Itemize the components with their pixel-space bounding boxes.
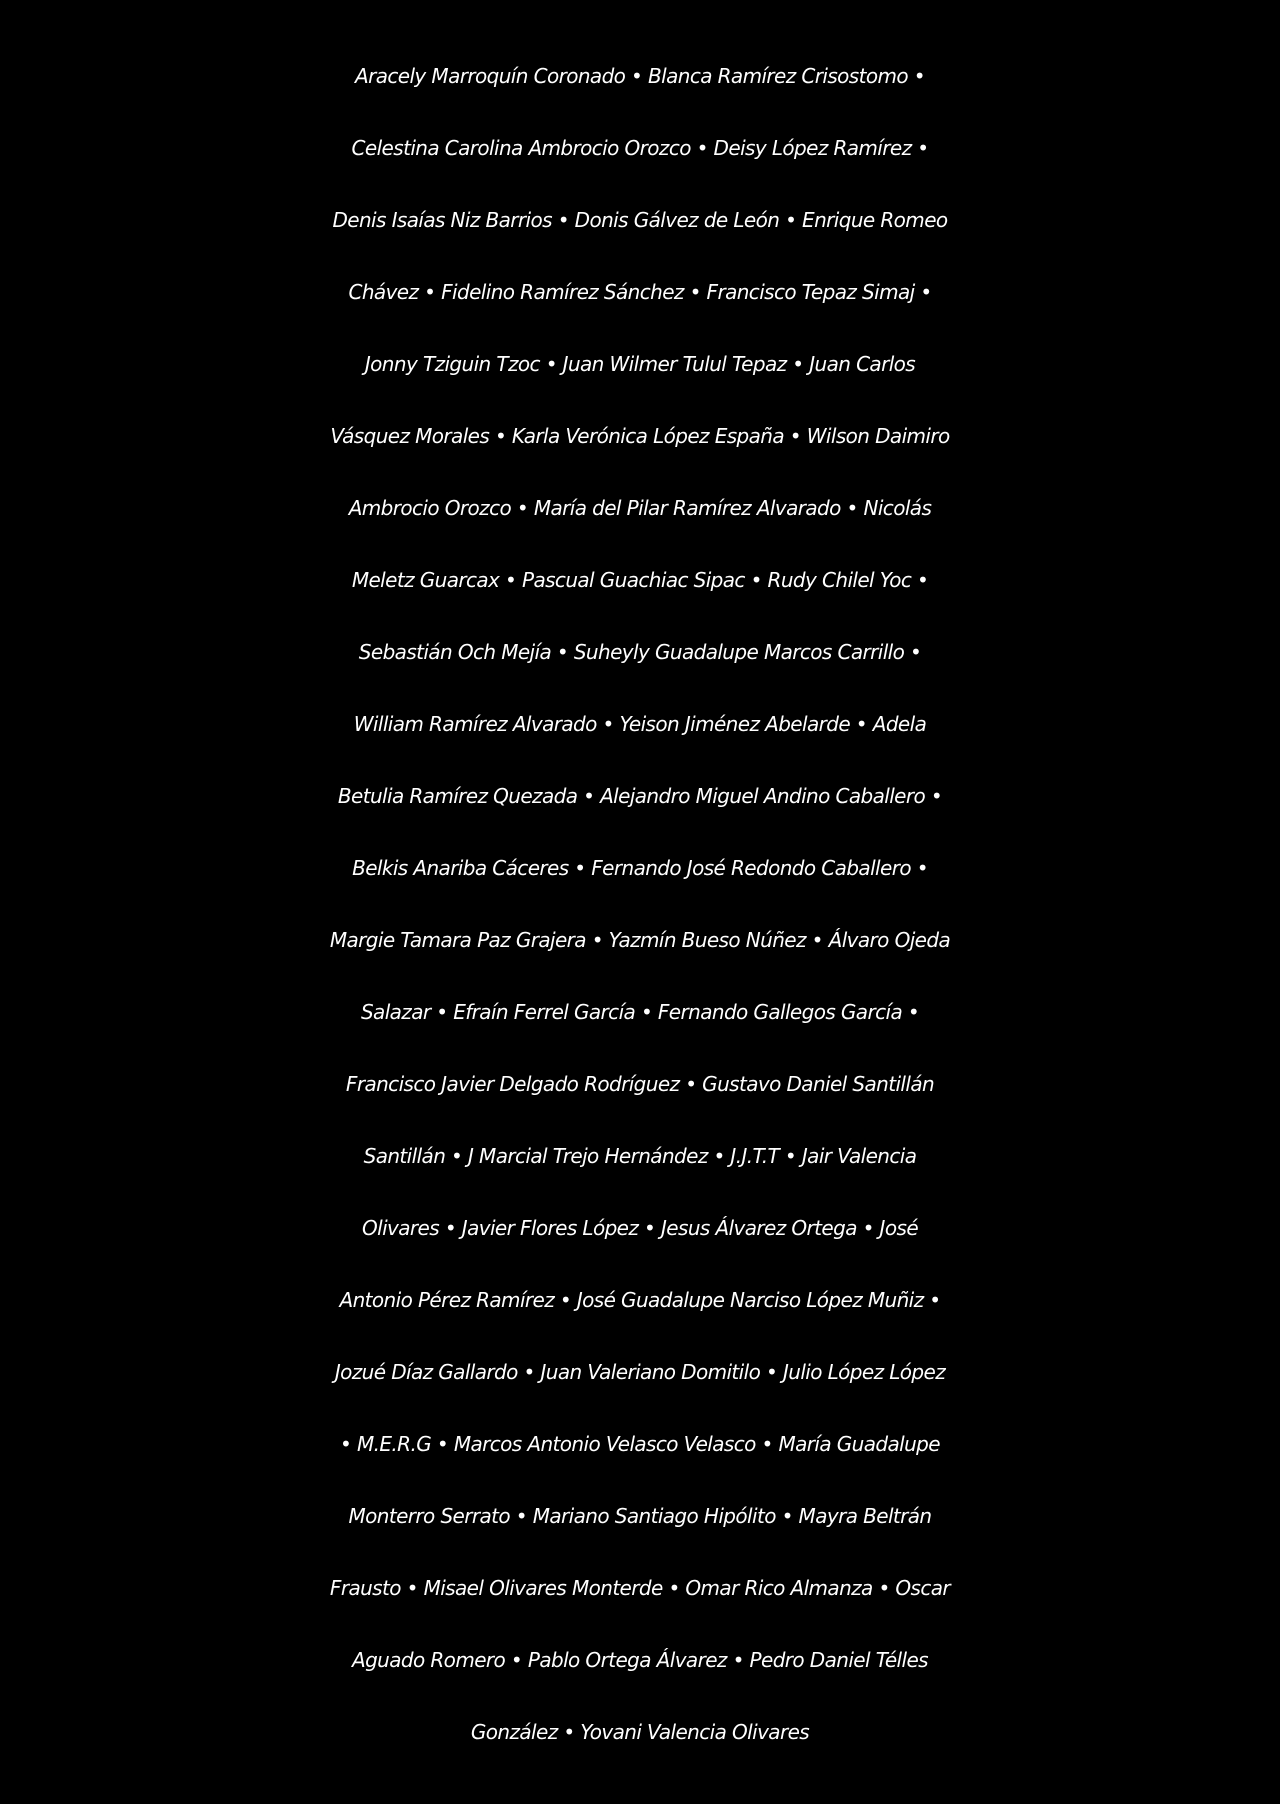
names-line: Margie Tamara Paz Grajera • Yazmín Bueso Núñez • Álvaro Ojeda bbox=[329, 928, 951, 952]
names-line: Sebastián Och Mejía • Suheyly Guadalupe Marcos Carrillo • bbox=[358, 640, 922, 664]
names-line: González • Yovani Valencia Olivares bbox=[470, 1720, 810, 1744]
names-line: Denis Isaías Niz Barrios • Donis Gálvez de León • Enrique Romeo bbox=[332, 208, 948, 232]
names-line: Salazar • Efraín Ferrel García • Fernando Gallegos García • bbox=[360, 1000, 920, 1024]
names-line: Betulia Ramírez Quezada • Alejandro Miguel Andino Caballero • bbox=[337, 784, 943, 808]
names-line: Santillán • J Marcial Trejo Hernández • J.J.T.T • Jair Valencia bbox=[363, 1144, 917, 1168]
names-line: Jonny Tziguin Tzoc • Juan Wilmer Tulul Tepaz • Juan Carlos bbox=[364, 352, 916, 376]
names-line: Francisco Javier Delgado Rodríguez • Gustavo Daniel Santillán bbox=[345, 1072, 935, 1096]
names-line: Belkis Anariba Cáceres • Fernando José Redondo Caballero • bbox=[352, 856, 928, 880]
names-line: Olivares • Javier Flores López • Jesus Álvarez Ortega • José bbox=[361, 1216, 919, 1240]
names-line: Vásquez Morales • Karla Verónica López España • Wilson Daimiro bbox=[330, 424, 950, 448]
names-line: Aguado Romero • Pablo Ortega Álvarez • Pedro Daniel Télles bbox=[351, 1648, 928, 1672]
names-line: Monterro Serrato • Mariano Santiago Hipólito • Mayra Beltrán bbox=[348, 1504, 932, 1528]
names-list bbox=[0, 40, 1280, 1768]
names-line: William Ramírez Alvarado • Yeison Jiménez Abelarde • Adela bbox=[353, 712, 927, 736]
names-line: Jozué Díaz Gallardo • Juan Valeriano Domitilo • Julio López López bbox=[334, 1360, 946, 1384]
names-line: Aracely Marroquín Coronado • Blanca Ramírez Crisostomo • bbox=[355, 64, 925, 88]
names-line: • M.E.R.G • Marcos Antonio Velasco Velasco • María Guadalupe bbox=[340, 1432, 940, 1456]
names-line: Frausto • Misael Olivares Monterde • Omar Rico Almanza • Oscar bbox=[329, 1576, 951, 1600]
names-line: Meletz Guarcax • Pascual Guachiac Sipac • Rudy Chilel Yoc • bbox=[351, 568, 929, 592]
names-line: Antonio Pérez Ramírez • José Guadalupe Narciso López Muñiz • bbox=[339, 1288, 941, 1312]
names-line: Ambrocio Orozco • María del Pilar Ramírez Alvarado • Nicolás bbox=[348, 496, 932, 520]
names-line: Chávez • Fidelino Ramírez Sánchez • Francisco Tepaz Simaj • bbox=[348, 280, 932, 304]
names-line: Celestina Carolina Ambrocio Orozco • Deisy López Ramírez • bbox=[351, 136, 929, 160]
